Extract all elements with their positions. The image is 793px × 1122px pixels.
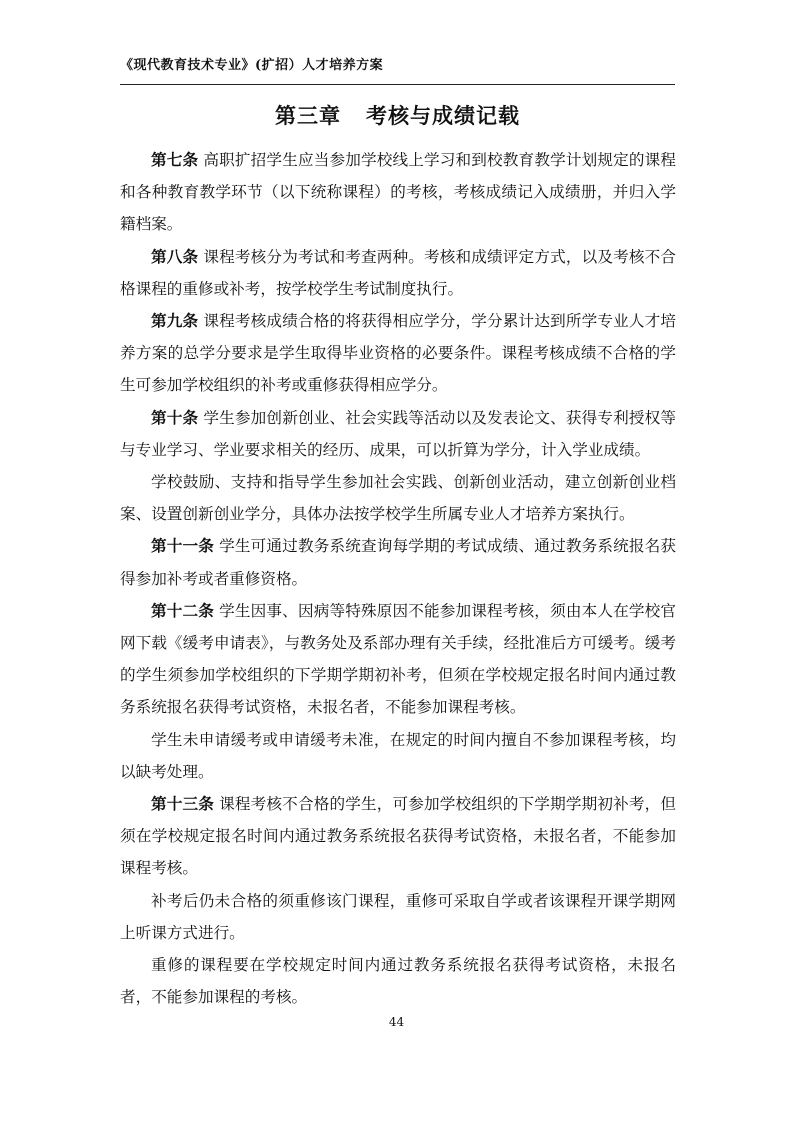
paragraph-text: 学校鼓励、支持和指导学生参加社会实践、创新创业活动，建立创新创业档案、设置创新创业学分，具体办法按学校学生所属专业人才培养方案执行。 <box>120 473 676 524</box>
paragraph-text: 补考后仍未合格的须重修该门课程，重修可采取自学或者该课程开课学期网上听课方式进行。 <box>120 891 676 942</box>
article-13-continued-1 <box>120 885 676 949</box>
article-12-continued <box>120 724 676 788</box>
article-12 <box>120 595 676 724</box>
article-9 <box>120 305 676 402</box>
article-10-continued <box>120 466 676 530</box>
chapter-title: 第三章 考核与成绩记载 <box>275 103 520 128</box>
article-text: 课程考核分为考试和考查两种。考核和成绩评定方式，以及考核不合格课程的重修或补考，按学校学生考试制度执行。 <box>120 247 676 298</box>
article-text: 学生可通过教务系统查询每学期的考试成绩、通过教务系统报名获得参加补考或者重修资格。 <box>120 537 676 588</box>
article-label: 第八条 <box>151 247 199 266</box>
article-label: 第十二条 <box>151 601 215 620</box>
article-8 <box>120 241 676 305</box>
article-text: 课程考核不合格的学生，可参加学校组织的下学期学期初补考，但须在学校规定报名时间内通过教务系统报名获得考试资格，未报名者，不能参加课程考核。 <box>120 795 676 878</box>
article-13 <box>120 788 676 885</box>
article-text: 学生参加创新创业、社会实践等活动以及发表论文、获得专利授权等与专业学习、学业要求相关的经历、成果，可以折算为学分，计入学业成绩。 <box>120 408 676 459</box>
article-label: 第十一条 <box>151 537 215 556</box>
article-10 <box>120 402 676 466</box>
article-text: 学生因事、因病等特殊原因不能参加课程考核，须由本人在学校官网下载《缓考申请表》，与教务处及系部办理有关手续，经批准后方可缓考。缓考的学生须参加学校组织的下学期学期初补考，但须在学校规定报名时间内通过教务系统报名获得考试资格，未报名者，不能参加课程考核。 <box>120 601 676 717</box>
paragraph-text: 学生未申请缓考或申请缓考未准，在规定的时间内擅自不参加课程考核，均以缺考处理。 <box>120 730 676 781</box>
article-label: 第九条 <box>151 312 199 331</box>
article-label: 第十三条 <box>151 795 215 814</box>
article-7 <box>120 144 676 241</box>
article-13-continued-2 <box>120 949 676 1013</box>
article-label: 第十条 <box>151 408 199 427</box>
page-number: 44 <box>388 1015 405 1029</box>
header-rule <box>120 84 675 85</box>
body-text <box>120 144 676 1013</box>
article-label: 第七条 <box>151 151 199 169</box>
running-header: 《现代教育技术专业》(扩招）人才培养方案 <box>120 58 384 73</box>
article-text: 高职扩招学生应当参加学校线上学习和到校教育教学计划规定的课程和各种教育教学环节（以下统称课程）的考核，考核成绩记入成绩册，并归入学籍档案。 <box>120 151 676 234</box>
article-text: 课程考核成绩合格的将获得相应学分，学分累计达到所学专业人才培养方案的总学分要求是学生取得毕业资格的必要条件。课程考核成绩不合格的学生可参加学校组织的补考或重修获得相应学分。 <box>120 312 676 395</box>
paragraph-text: 重修的课程要在学校规定时间内通过教务系统报名获得考试资格，未报名者，不能参加课程的考核。 <box>120 956 676 1007</box>
article-11 <box>120 530 676 594</box>
